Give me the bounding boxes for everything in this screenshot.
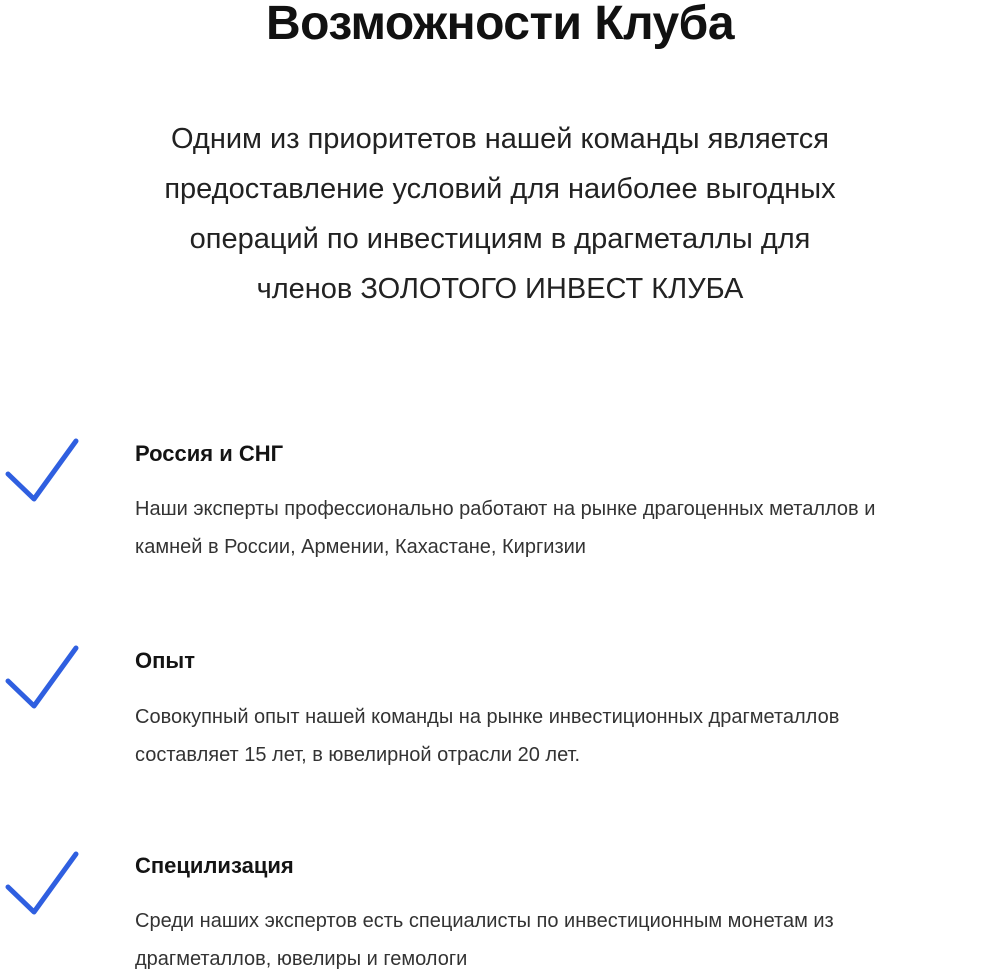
feature-text-line: Среди наших экспертов есть специалисты по инвестиционным монетам из <box>135 910 834 932</box>
intro-line: операций по инвестициям в драгметаллы для <box>189 223 811 255</box>
feature-title: Специлизация <box>135 853 294 878</box>
feature-title: Россия и СНГ <box>135 441 284 466</box>
checkmark-icon <box>4 644 80 712</box>
feature-text-line: составляет 15 лет, в ювелирной отрасли 20 лет. <box>135 744 581 766</box>
intro-line: Одним из приоритетов нашей команды является <box>171 123 829 155</box>
feature-text-line: Совокупный опыт нашей команды на рынке инвестиционных драгметаллов <box>135 706 840 728</box>
checkmark-icon <box>4 850 80 918</box>
page-title: Возможности Клуба <box>265 0 735 50</box>
intro-line: предоставление условий для наиболее выгодных <box>164 173 836 205</box>
feature-text-line: драгметаллов, ювелиры и гемологи <box>135 948 468 970</box>
intro-line: членов ЗОЛОТОГО ИНВЕСТ КЛУБА <box>256 273 744 305</box>
feature-text-line: камней в России, Армении, Кахастане, Киргизии <box>135 536 586 558</box>
feature-text-line: Наши эксперты профессионально работают на рынке драгоценных металлов и <box>135 498 876 520</box>
feature-description <box>135 490 1000 566</box>
checkmark-icon <box>4 437 80 505</box>
feature-description <box>135 698 1000 774</box>
feature-description <box>135 902 1000 978</box>
feature-title: Опыт <box>135 648 195 673</box>
